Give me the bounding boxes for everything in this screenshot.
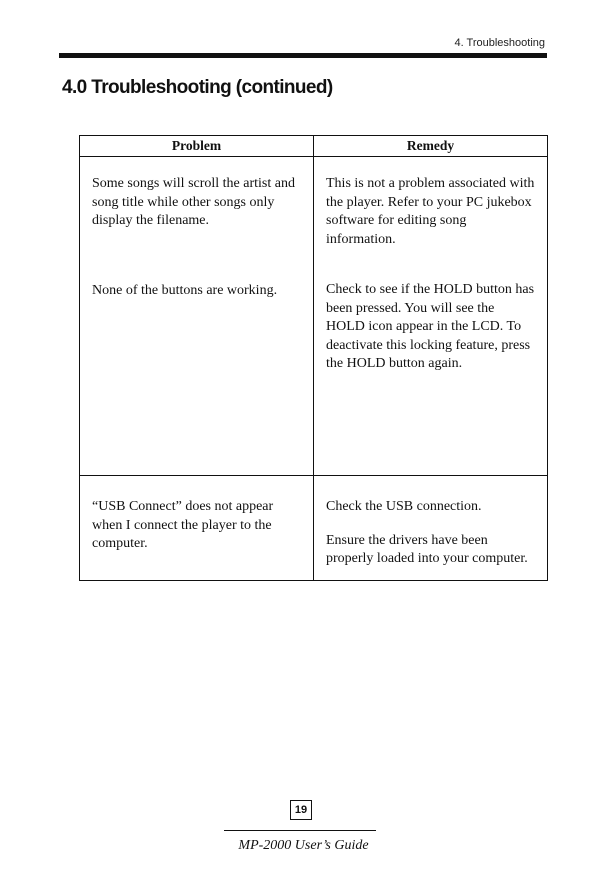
problem-text: “USB Connect” does not appear when I connect the player to the computer. xyxy=(92,499,274,551)
troubleshooting-table xyxy=(79,135,548,581)
table-row xyxy=(80,476,548,581)
guide-title: MP-2000 User’s Guide xyxy=(238,838,369,853)
problem-text: Some songs will scroll the artist and song title while other songs only display the filename. xyxy=(92,176,295,228)
remedy-text: This is not a problem associated with the player. Refer to your PC jukebox software for editing song information. xyxy=(326,176,535,247)
problem-cell xyxy=(80,157,314,476)
page-number: 19 xyxy=(290,800,312,820)
table-header-row xyxy=(80,136,548,157)
header-rule xyxy=(59,53,547,58)
problem-cell xyxy=(80,476,314,581)
problem-text: None of the buttons are working. xyxy=(92,282,278,298)
page-title: 4.0 Troubleshooting (continued) xyxy=(62,77,333,98)
column-header-remedy: Remedy xyxy=(314,136,548,157)
remedy-text: Ensure the drivers have been properly loaded into your computer. xyxy=(326,532,528,566)
remedy-text: Check to see if the HOLD button has been pressed. You will see the HOLD icon appear in the LCD. To deactivate this locking feature, press the HOLD button again. xyxy=(326,282,535,371)
remedy-cell xyxy=(314,157,548,476)
remedy-cell xyxy=(314,476,548,581)
running-header: 4. Troubleshooting xyxy=(454,37,545,49)
table-row xyxy=(80,157,548,476)
troubleshooting-table-container xyxy=(79,135,548,581)
remedy-text: Check the USB connection. xyxy=(326,499,482,514)
footer-rule xyxy=(224,830,376,831)
column-header-problem: Problem xyxy=(80,136,314,157)
